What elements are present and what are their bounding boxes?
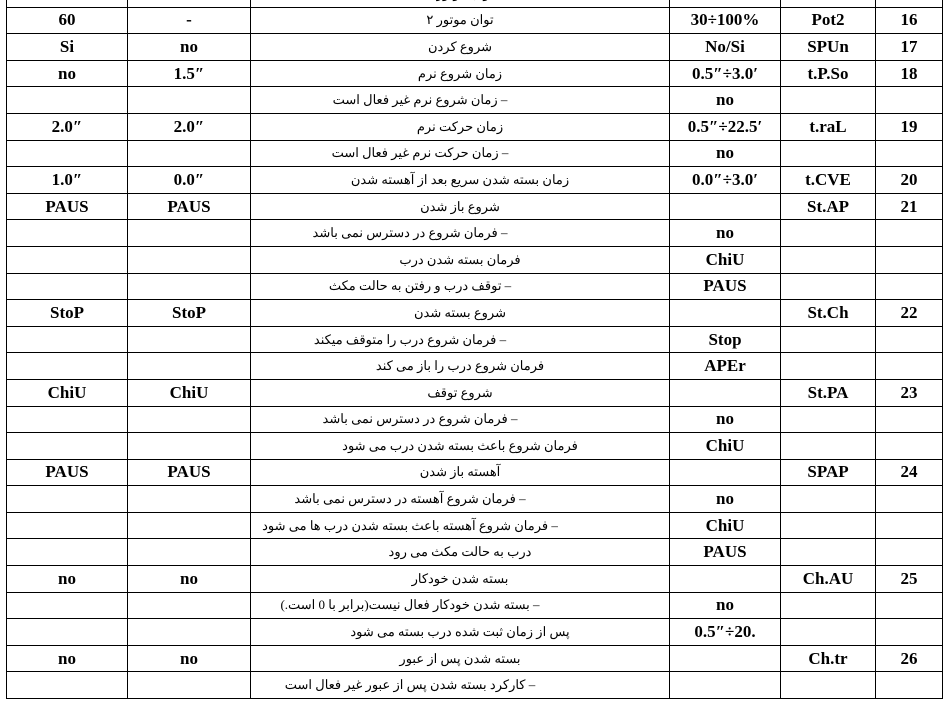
description-text: شروع باز شدن xyxy=(420,198,500,214)
parameter-code-cell: SPAP xyxy=(781,459,876,486)
factory-value-cell: 2.0″ xyxy=(128,113,251,140)
parameter-number-cell xyxy=(876,486,943,513)
factory-value-cell xyxy=(128,406,251,433)
range-cell: Stop xyxy=(670,326,781,353)
range-cell: no xyxy=(670,406,781,433)
factory-value-cell xyxy=(128,353,251,380)
table-row xyxy=(7,592,943,619)
description-text: – فرمان شروع آهسته باعث بسته شدن درب ها می شود xyxy=(262,517,558,533)
parameter-number-cell xyxy=(876,326,943,353)
description-cell xyxy=(251,87,670,114)
description-text: – زمان شروع نرم غیر فعال است xyxy=(332,92,508,108)
description-cell xyxy=(251,459,670,486)
parameter-number-cell: 26 xyxy=(876,645,943,672)
factory-value-cell xyxy=(128,672,251,699)
parameter-code-cell xyxy=(781,592,876,619)
description-cell xyxy=(251,672,670,699)
parameter-code-cell xyxy=(781,0,876,7)
default-value-cell xyxy=(7,512,128,539)
table-row xyxy=(7,193,943,220)
table-row xyxy=(7,459,943,486)
table-row xyxy=(7,113,943,140)
table-row xyxy=(7,220,943,247)
parameter-number-cell xyxy=(876,246,943,273)
default-value-cell: StoP xyxy=(7,300,128,327)
default-value-cell: PAUS xyxy=(7,459,128,486)
default-value-cell xyxy=(7,326,128,353)
description-text: پس از زمان ثبت شده درب بسته می شود xyxy=(350,624,570,640)
table-row xyxy=(7,645,943,672)
range-cell xyxy=(670,645,781,672)
description-text: شروع کردن xyxy=(427,38,493,54)
parameter-code-cell: St.AP xyxy=(781,193,876,220)
table-row xyxy=(7,672,943,699)
factory-value-cell: 1.5″ xyxy=(128,60,251,87)
factory-value-cell xyxy=(128,539,251,566)
factory-value-cell: no xyxy=(128,34,251,61)
table-row xyxy=(7,300,943,327)
description-cell xyxy=(251,486,670,513)
default-value-cell xyxy=(7,220,128,247)
range-cell xyxy=(670,0,781,7)
description-cell xyxy=(251,7,670,34)
description-cell xyxy=(251,406,670,433)
default-value-cell xyxy=(7,87,128,114)
description-text: زمان شروع نرم xyxy=(417,65,503,81)
default-value-cell: no xyxy=(7,645,128,672)
table-row xyxy=(7,379,943,406)
range-cell: no xyxy=(670,140,781,167)
range-cell: PAUS xyxy=(670,539,781,566)
parameter-number-cell xyxy=(876,539,943,566)
range-cell xyxy=(670,459,781,486)
factory-value-cell xyxy=(128,592,251,619)
factory-value-cell: PAUS xyxy=(128,459,251,486)
table-row xyxy=(7,326,943,353)
description-text: شروع توقف xyxy=(427,384,493,400)
description-text: زمان حرکت نرم xyxy=(416,118,504,134)
table-row xyxy=(7,486,943,513)
description-text: فرمان بسته شدن درب xyxy=(399,251,521,267)
description-text: فرمان شروع درب را باز می کند xyxy=(375,358,545,374)
description-text: آهسته باز شدن xyxy=(419,464,501,480)
range-cell: No/Si xyxy=(670,34,781,61)
table-row xyxy=(7,87,943,114)
parameter-code-cell: Pot2 xyxy=(781,7,876,34)
parameter-code-cell xyxy=(781,246,876,273)
factory-value-cell xyxy=(128,619,251,646)
description-text: بسته شدن پس از عبور xyxy=(399,650,521,666)
description-cell xyxy=(251,193,670,220)
factory-value-cell xyxy=(128,512,251,539)
description-text: شروع بسته شدن xyxy=(414,304,506,320)
default-value-cell xyxy=(7,353,128,380)
description-cell xyxy=(251,140,670,167)
default-value-cell: no xyxy=(7,566,128,593)
default-value-cell: no xyxy=(7,60,128,87)
description-cell xyxy=(251,60,670,87)
table-row xyxy=(7,566,943,593)
default-value-cell: Si xyxy=(7,34,128,61)
description-text: توان موتور ۲ xyxy=(426,12,494,28)
parameter-number-cell: 21 xyxy=(876,193,943,220)
range-cell xyxy=(670,193,781,220)
parameter-code-cell xyxy=(781,353,876,380)
parameter-number-cell: 24 xyxy=(876,459,943,486)
table-row xyxy=(7,34,943,61)
parameter-code-cell xyxy=(781,619,876,646)
range-cell: 0.5″÷20. xyxy=(670,619,781,646)
parameter-number-cell: 23 xyxy=(876,379,943,406)
factory-value-cell xyxy=(128,0,251,7)
parameter-code-cell xyxy=(781,672,876,699)
description-cell xyxy=(251,34,670,61)
factory-value-cell xyxy=(128,87,251,114)
parameter-number-cell xyxy=(876,87,943,114)
parameter-number-cell: 22 xyxy=(876,300,943,327)
parameter-number-cell: 20 xyxy=(876,167,943,194)
default-value-cell: PAUS xyxy=(7,193,128,220)
description-text: – فرمان شروع درب را متوقف میکند xyxy=(313,331,507,347)
table-row xyxy=(7,353,943,380)
default-value-cell xyxy=(7,433,128,460)
description-text: – زمان حرکت نرم غیر فعال است xyxy=(331,145,509,161)
default-value-cell: 2.0″ xyxy=(7,113,128,140)
table-row xyxy=(7,273,943,300)
range-cell: 0.5″÷3.0′ xyxy=(670,60,781,87)
table-row xyxy=(7,0,943,7)
table-row xyxy=(7,512,943,539)
factory-value-cell xyxy=(128,486,251,513)
parameter-number-cell: 19 xyxy=(876,113,943,140)
parameter-code-cell xyxy=(781,140,876,167)
parameter-number-cell: 17 xyxy=(876,34,943,61)
description-text: زمان بسته شدن سریع بعد از آهسته شدن xyxy=(350,171,570,187)
parameter-number-cell xyxy=(876,0,943,7)
description-cell xyxy=(251,379,670,406)
default-value-cell xyxy=(7,619,128,646)
table-row xyxy=(7,7,943,34)
default-value-cell xyxy=(7,140,128,167)
description-text: درب به حالت مکث می رود xyxy=(388,544,532,560)
parameter-number-cell xyxy=(876,433,943,460)
factory-value-cell xyxy=(128,433,251,460)
parameter-code-cell xyxy=(781,433,876,460)
description-cell xyxy=(251,539,670,566)
table-row xyxy=(7,433,943,460)
parameter-number-cell xyxy=(876,672,943,699)
range-cell xyxy=(670,566,781,593)
parameter-number-cell xyxy=(876,592,943,619)
parameter-code-cell: St.Ch xyxy=(781,300,876,327)
description-text: – کارکرد بسته شدن پس از عبور غیر فعال است xyxy=(284,677,536,693)
parameter-code-cell: t.CVE xyxy=(781,167,876,194)
range-cell: APEr xyxy=(670,353,781,380)
factory-value-cell: PAUS xyxy=(128,193,251,220)
description-text: بسته شدن خودکار xyxy=(411,570,509,586)
parameter-number-cell xyxy=(876,619,943,646)
factory-value-cell xyxy=(128,326,251,353)
range-cell: 0.0″÷3.0′ xyxy=(670,167,781,194)
default-value-cell xyxy=(7,486,128,513)
parameter-number-cell xyxy=(876,512,943,539)
description-cell xyxy=(251,433,670,460)
table-row xyxy=(7,619,943,646)
table-row xyxy=(7,140,943,167)
factory-value-cell: ChiU xyxy=(128,379,251,406)
factory-value-cell: no xyxy=(128,645,251,672)
range-cell xyxy=(670,300,781,327)
description-cell xyxy=(251,592,670,619)
range-cell: PAUS xyxy=(670,273,781,300)
parameter-number-cell xyxy=(876,140,943,167)
description-cell xyxy=(251,353,670,380)
factory-value-cell: 0.0″ xyxy=(128,167,251,194)
parameter-code-cell: t.raL xyxy=(781,113,876,140)
description-text: – فرمان شروع در دسترس نمی باشد xyxy=(322,411,518,427)
table-row xyxy=(7,246,943,273)
default-value-cell xyxy=(7,246,128,273)
description-text: فرمان شروع باعث بسته شدن درب می شود xyxy=(342,437,578,453)
parameter-code-cell: Ch.tr xyxy=(781,645,876,672)
parameter-code-cell xyxy=(781,486,876,513)
default-value-cell xyxy=(7,0,128,7)
factory-value-cell: no xyxy=(128,566,251,593)
table-row xyxy=(7,60,943,87)
description-text: – توقف درب و رفتن به حالت مکث xyxy=(328,278,512,294)
parameter-code-cell xyxy=(781,512,876,539)
description-cell xyxy=(251,619,670,646)
default-value-cell xyxy=(7,273,128,300)
default-value-cell xyxy=(7,592,128,619)
range-cell xyxy=(670,379,781,406)
parameter-number-cell: 16 xyxy=(876,7,943,34)
parameter-number-cell xyxy=(876,406,943,433)
range-cell xyxy=(670,672,781,699)
parameter-number-cell xyxy=(876,353,943,380)
parameter-code-cell: SPUn xyxy=(781,34,876,61)
description-cell xyxy=(251,0,670,7)
range-cell: ChiU xyxy=(670,246,781,273)
table-row xyxy=(7,167,943,194)
parameter-code-cell xyxy=(781,220,876,247)
range-cell: ChiU xyxy=(670,433,781,460)
description-cell xyxy=(251,512,670,539)
description-cell xyxy=(251,300,670,327)
default-value-cell: 60 xyxy=(7,7,128,34)
parameter-number-cell xyxy=(876,220,943,247)
parameter-code-cell: St.PA xyxy=(781,379,876,406)
parameter-number-cell: 18 xyxy=(876,60,943,87)
description-cell xyxy=(251,167,670,194)
parameter-code-cell xyxy=(781,273,876,300)
range-cell: no xyxy=(670,87,781,114)
default-value-cell: 1.0″ xyxy=(7,167,128,194)
factory-value-cell xyxy=(128,246,251,273)
description-cell xyxy=(251,645,670,672)
description-text: – فرمان شروع در دسترس نمی باشد xyxy=(312,225,508,241)
default-value-cell: ChiU xyxy=(7,379,128,406)
description-text: – بسته شدن خودکار فعال نیست(برابر با 0 است.) xyxy=(280,597,540,613)
parameter-code-cell xyxy=(781,539,876,566)
factory-value-cell: StoP xyxy=(128,300,251,327)
parameters-table-body xyxy=(7,0,943,699)
default-value-cell xyxy=(7,539,128,566)
range-cell: no xyxy=(670,220,781,247)
parameter-number-cell: 25 xyxy=(876,566,943,593)
parameter-code-cell xyxy=(781,406,876,433)
parameter-code-cell xyxy=(781,87,876,114)
parameter-code-cell: t.P.So xyxy=(781,60,876,87)
description-text xyxy=(426,0,493,2)
range-cell: ChiU xyxy=(670,512,781,539)
range-cell: no xyxy=(670,486,781,513)
description-cell xyxy=(251,246,670,273)
parameters-table xyxy=(6,0,943,699)
factory-value-cell: - xyxy=(128,7,251,34)
default-value-cell xyxy=(7,406,128,433)
parameter-code-cell xyxy=(781,326,876,353)
description-cell xyxy=(251,113,670,140)
factory-value-cell xyxy=(128,273,251,300)
factory-value-cell xyxy=(128,140,251,167)
description-cell xyxy=(251,326,670,353)
description-text: – فرمان شروع آهسته در دسترس نمی باشد xyxy=(294,491,526,507)
parameter-code-cell: Ch.AU xyxy=(781,566,876,593)
default-value-cell xyxy=(7,672,128,699)
description-cell xyxy=(251,220,670,247)
table-row xyxy=(7,539,943,566)
parameter-number-cell xyxy=(876,273,943,300)
range-cell: 0.5″÷22.5′ xyxy=(670,113,781,140)
factory-value-cell xyxy=(128,220,251,247)
description-cell xyxy=(251,566,670,593)
table-row xyxy=(7,406,943,433)
range-cell: no xyxy=(670,592,781,619)
range-cell: 30÷100% xyxy=(670,7,781,34)
description-cell xyxy=(251,273,670,300)
